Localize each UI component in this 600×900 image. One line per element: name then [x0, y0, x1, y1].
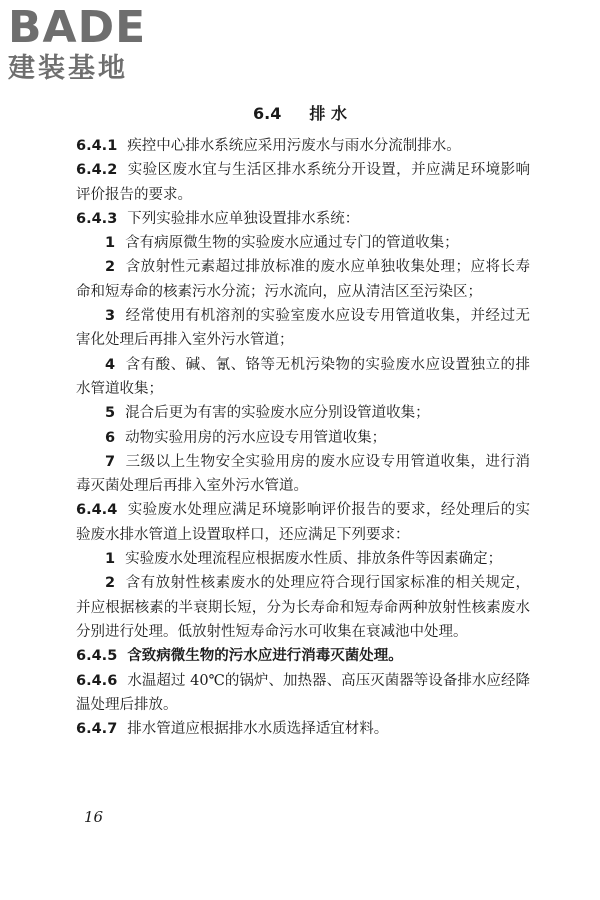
page-number: 16: [84, 808, 104, 826]
clause-number: 6.4.6: [76, 672, 118, 689]
list-item: 6 动物实验用房的污水应设专用管道收集；: [105, 429, 387, 446]
logo-wordmark: BADE: [8, 2, 147, 53]
clause-text: 排水管道应根据排水水质选择适宜材料。: [127, 721, 389, 738]
section-title: [0, 104, 600, 124]
clause-text: 下列实验排水应单独设置排水系统：: [127, 210, 360, 227]
clause-number: 6.4.1: [76, 138, 118, 154]
clause-6-4-1: [76, 134, 530, 158]
section-title-text: 排 水: [309, 104, 347, 123]
clause-number: 6.4.7: [76, 721, 118, 738]
clause-number: 6.4.2: [76, 162, 118, 179]
clause-6-4-7: [76, 717, 530, 741]
list-item: 7 三级以上生物安全实验用房的废水应设专用管道收集，进行消毒灭菌处理后再排入室外污水管道。: [76, 453, 530, 495]
clause-text: 含致病微生物的污水应进行消毒灭菌处理。: [127, 647, 403, 665]
list-item: 2 含放射性元素超过排放标准的废水应单独收集处理；应将长寿命和短寿命的核素污水分流；污水流向，应从清洁区至污染区；: [76, 259, 530, 300]
clause-6-4-2: [76, 158, 530, 207]
section-number: 6.4: [253, 104, 282, 123]
list-item: 1 含有病原微生物的实验废水应通过专门的管道收集；: [105, 235, 459, 252]
clause-6-4-6: [76, 669, 530, 718]
document-body: [76, 134, 530, 741]
clause-number: 6.4.3: [76, 210, 118, 227]
bade-logo: [8, 4, 178, 90]
logo-subtitle: 建装基地: [8, 53, 128, 84]
clause-number: 6.4.5: [76, 648, 118, 665]
clause-number: 6.4.4: [76, 502, 118, 519]
list-item: 4 含有酸、碱、氰、铬等无机污染物的实验废水应设置独立的排水管道收集；: [76, 356, 530, 397]
clause-text: 实验区废水宜与生活区排水系统分开设置，并应满足环境影响评价报告的要求。: [76, 162, 530, 203]
clause-6-4-3: [76, 207, 530, 231]
clause-text: 疾控中心排水系统应采用污废水与雨水分流制排水。: [127, 138, 461, 154]
list-item: 1 实验废水处理流程应根据废水性质、排放条件等因素确定；: [105, 551, 503, 568]
clause-text: 实验废水处理应满足环境影响评价报告的要求，经处理后的实验废水排水管道上设置取样口，还应满足下列要求：: [76, 502, 530, 543]
list-item: 5 混合后更为有害的实验废水应分别设管道收集；: [105, 405, 430, 422]
list-item: 2 含有放射性核素废水的处理应符合现行国家标准的相关规定，并应根据核素的半衰期长短，分为长寿命和短寿命两种放射性核素废水分别进行处理。低放射性短寿命污水可收集在衰减池中处理。: [76, 575, 530, 640]
clause-text: 水温超过 40℃的锅炉、加热器、高压灭菌器等设备排水应经降温处理后排放。: [76, 672, 530, 713]
clause-6-4-4: [76, 498, 530, 547]
clause-6-4-5: [76, 644, 530, 668]
list-item: 3 经常使用有机溶剂的实验室废水应设专用管道收集，并经过无害化处理后再排入室外污水管道；: [76, 308, 530, 349]
